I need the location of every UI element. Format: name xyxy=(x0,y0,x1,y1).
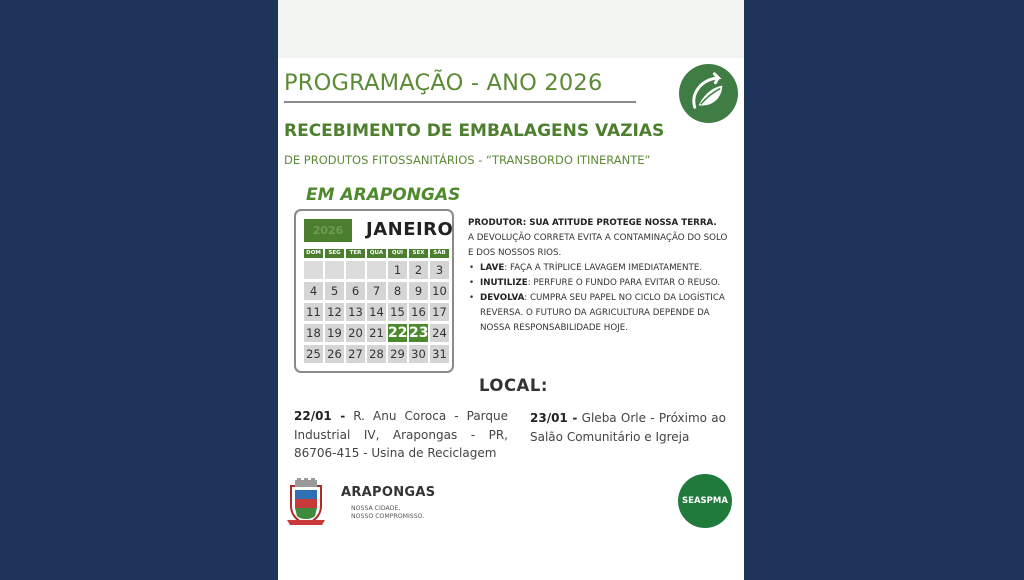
info-item-text: : PERFURE O FUNDO PARA EVITAR O REUSO. xyxy=(527,278,721,288)
location-address: Gleba Orle - Próximo ao Salão Comunitário e Igreja xyxy=(530,411,726,444)
info-item xyxy=(468,261,734,276)
calendar-day: 17 xyxy=(430,303,449,321)
title-divider xyxy=(284,101,636,103)
calendar-day: 9 xyxy=(409,282,428,300)
info-lead: PRODUTOR: SUA ATITUDE PROTEGE NOSSA TERRA. xyxy=(468,218,717,228)
producer-info xyxy=(468,216,734,336)
calendar-day: 5 xyxy=(325,282,344,300)
weekday-label: TER xyxy=(346,249,365,258)
city-heading: EM ARAPONGAS xyxy=(306,185,461,205)
info-item-text: : FAÇA A TRÍPLICE LAVAGEM IMEDIATAMENTE. xyxy=(504,263,703,273)
info-list xyxy=(468,261,734,336)
calendar-day: 26 xyxy=(325,345,344,363)
calendar-day: 6 xyxy=(346,282,365,300)
calendar-day: 4 xyxy=(304,282,323,300)
calendar-day-highlighted: 22 xyxy=(388,325,408,341)
info-item-term: LAVE xyxy=(480,263,505,273)
weekday-label: SÁB xyxy=(430,249,449,258)
info-item-text: : CUMPRA SEU PAPEL NO CICLO DA LOGÍSTICA REVERSA. O FUTURO DA AGRICULTURA DEPENDE DA NOSSA RESPONSABILIDADE HOJE. xyxy=(480,293,725,333)
weekday-label: SEX xyxy=(409,249,428,258)
page-title: PROGRAMAÇÃO - ANO 2026 xyxy=(284,70,603,96)
calendar-day: 24 xyxy=(430,324,449,342)
calendar-day: 29 xyxy=(388,345,407,363)
calendar-day: 8 xyxy=(388,282,407,300)
calendar-day: 20 xyxy=(346,324,365,342)
brand-slogan xyxy=(351,505,424,520)
info-item xyxy=(468,276,734,291)
location-address: R. Anu Coroca - Parque Industrial IV, Arapongas - PR, 86706-415 - Usina de Reciclagem xyxy=(294,409,508,460)
location-date: 23/01 - xyxy=(530,411,578,425)
info-item xyxy=(468,291,734,336)
calendar-empty-cell xyxy=(325,261,344,279)
calendar-day: 16 xyxy=(409,303,428,321)
city-coat-of-arms-icon xyxy=(285,478,327,526)
weekday-label: QUA xyxy=(367,249,386,258)
calendar-day: 12 xyxy=(325,303,344,321)
calendar-day: 14 xyxy=(367,303,386,321)
calendar-days xyxy=(304,261,449,363)
calendar-empty-cell xyxy=(346,261,365,279)
calendar-day: 27 xyxy=(346,345,365,363)
calendar-day: 30 xyxy=(409,345,428,363)
leaf-arrow-icon xyxy=(679,64,738,123)
local-heading: LOCAL: xyxy=(479,376,548,395)
slogan-line: NOSSO COMPROMISSO. xyxy=(351,512,425,520)
weekday-label: SEG xyxy=(325,249,344,258)
calendar-empty-cell xyxy=(304,261,323,279)
calendar-day: 3 xyxy=(430,261,449,279)
location-date: 22/01 - xyxy=(294,409,346,423)
weekday-label: DOM xyxy=(304,249,323,258)
slogan-line: NOSSA CIDADE, xyxy=(351,505,401,512)
seaspma-badge: SEASPMA xyxy=(678,474,732,528)
top-band xyxy=(278,0,744,58)
calendar-day: 21 xyxy=(367,324,386,342)
calendar-day: 2 xyxy=(409,261,428,279)
weekday-label: QUI xyxy=(388,249,407,258)
calendar-day: 15 xyxy=(388,303,407,321)
calendar-day: 10 xyxy=(430,282,449,300)
poster xyxy=(278,0,744,580)
calendar-day: 28 xyxy=(367,345,386,363)
calendar-day: 19 xyxy=(325,324,344,342)
calendar-day: 31 xyxy=(430,345,449,363)
calendar-day: 13 xyxy=(346,303,365,321)
program-subtitle-detail: DE PRODUTOS FITOSSANITÁRIOS - “TRANSBORDO ITINERANTE” xyxy=(284,153,651,167)
calendar-day: 1 xyxy=(388,261,407,279)
calendar-month: JANEIRO xyxy=(366,219,454,240)
calendar-day-highlighted: 23 xyxy=(409,325,429,341)
calendar-empty-cell xyxy=(367,261,386,279)
calendar-year: 2026 xyxy=(304,219,352,242)
location-entry-2 xyxy=(530,409,726,446)
calendar-day: 18 xyxy=(304,324,323,342)
calendar-day: 25 xyxy=(304,345,323,363)
calendar-day: 7 xyxy=(367,282,386,300)
program-subtitle: RECEBIMENTO DE EMBALAGENS VAZIAS xyxy=(284,121,665,141)
calendar-day: 11 xyxy=(304,303,323,321)
calendar xyxy=(294,209,454,373)
brand-name: ARAPONGAS xyxy=(341,485,436,500)
location-entry-1 xyxy=(294,407,508,463)
info-item-term: DEVOLVA xyxy=(480,293,525,303)
info-text: A DEVOLUÇÃO CORRETA EVITA A CONTAMINAÇÃO DO SOLO E DOS NOSSOS RIOS. xyxy=(468,233,728,258)
info-item-term: INUTILIZE xyxy=(480,278,528,288)
calendar-weekdays xyxy=(304,249,449,258)
